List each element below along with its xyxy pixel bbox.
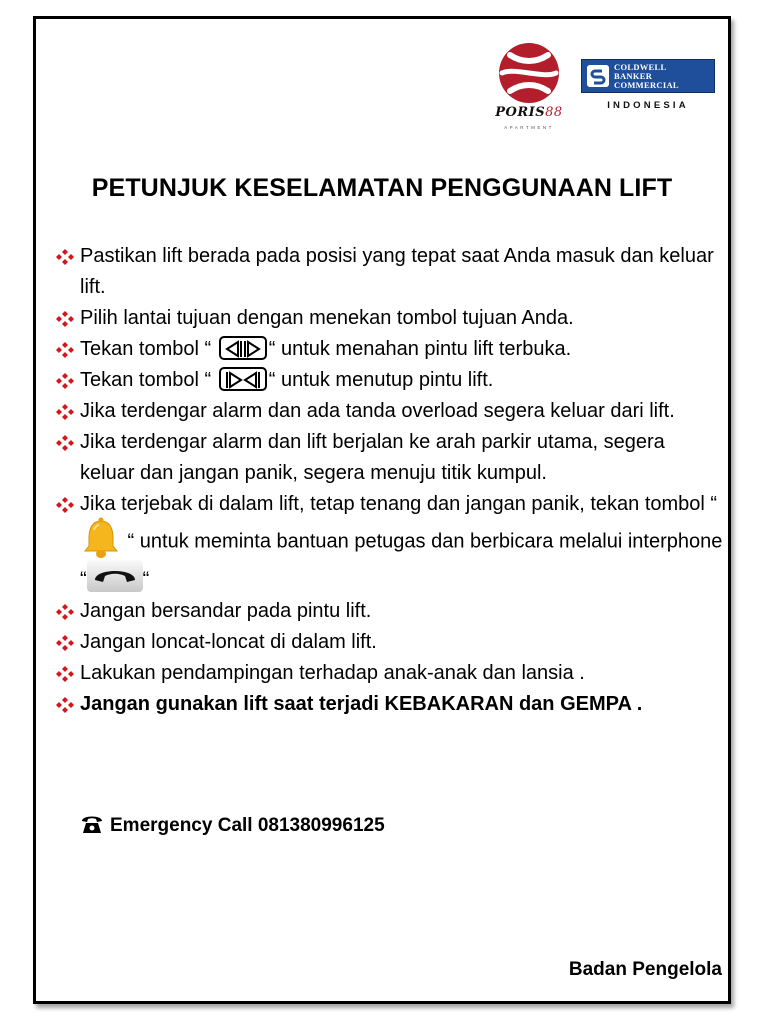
poris88-logo [488,41,570,151]
safety-notice-sheet [33,16,731,1004]
list-item: Pilih lantai tujuan dengan menekan tombol tujuan Anda. [54,303,724,334]
list-item-warning: Jangan gunakan lift saat terjadi KEBAKARAN dan GEMPA . [54,689,724,720]
footer-signature: Badan Pengelola [568,959,722,980]
instruction-list [54,241,724,720]
list-item: Pastikan lift berada pada posisi yang tepat saat Anda masuk dan keluar lift. [54,241,724,303]
list-item: Tekan tombol “ “ untuk menahan pintu lift terbuka. [54,334,724,365]
diamond-bullet-icon [56,697,74,713]
poris88-emblem-icon [488,41,570,105]
diamond-bullet-icon [56,635,74,651]
door-close-button-icon [219,367,267,391]
diamond-bullet-icon [56,342,74,358]
bell-icon [80,516,122,560]
coldwell-banker-badge [581,59,715,93]
emergency-call: Emergency Call 081380996125 [80,815,385,837]
list-item: Lakukan pendampingan terhadap anak-anak dan lansia . [54,658,724,689]
poris88-subtitle: APARTMENT [504,125,554,130]
page-title: PETUNJUK KESELAMATAN PENGGUNAAN LIFT [91,174,673,202]
door-open-button-icon [219,336,267,360]
list-item: Jika terdengar alarm dan ada tanda overload segera keluar dari lift. [54,396,724,427]
diamond-bullet-icon [56,249,74,265]
coldwell-banker-wordmark: COLDWELL BANKER COMMERCIAL [614,62,679,90]
list-item: Jika terdengar alarm dan lift berjalan ke arah parkir utama, segera keluar dan jangan panik, segera menuju titik kumpul. [54,427,724,489]
diamond-bullet-icon [56,604,74,620]
diamond-bullet-icon [56,497,74,513]
poris88-wordmark: PORIS88 [495,105,563,120]
diamond-bullet-icon [56,435,74,451]
list-item: Jangan bersandar pada pintu lift. [54,596,724,627]
phone-icon [87,560,143,592]
telephone-icon [80,813,104,835]
list-item: Jangan loncat-loncat di dalam lift. [54,627,724,658]
list-item: Tekan tombol “ “ untuk menutup pintu lift. [54,365,724,396]
diamond-bullet-icon [56,404,74,420]
coldwell-banker-country: INDONESIA [607,100,689,111]
coldwell-banker-mark-icon [587,65,609,87]
diamond-bullet-icon [56,666,74,682]
list-item: Jika terjebak di dalam lift, tetap tenang dan jangan panik, tekan tombol “ “ untuk meminta bantuan petugas dan berbicara melalui interphone “ “ [54,489,724,596]
diamond-bullet-icon [56,373,74,389]
diamond-bullet-icon [56,311,74,327]
coldwell-banker-logo [581,59,719,115]
